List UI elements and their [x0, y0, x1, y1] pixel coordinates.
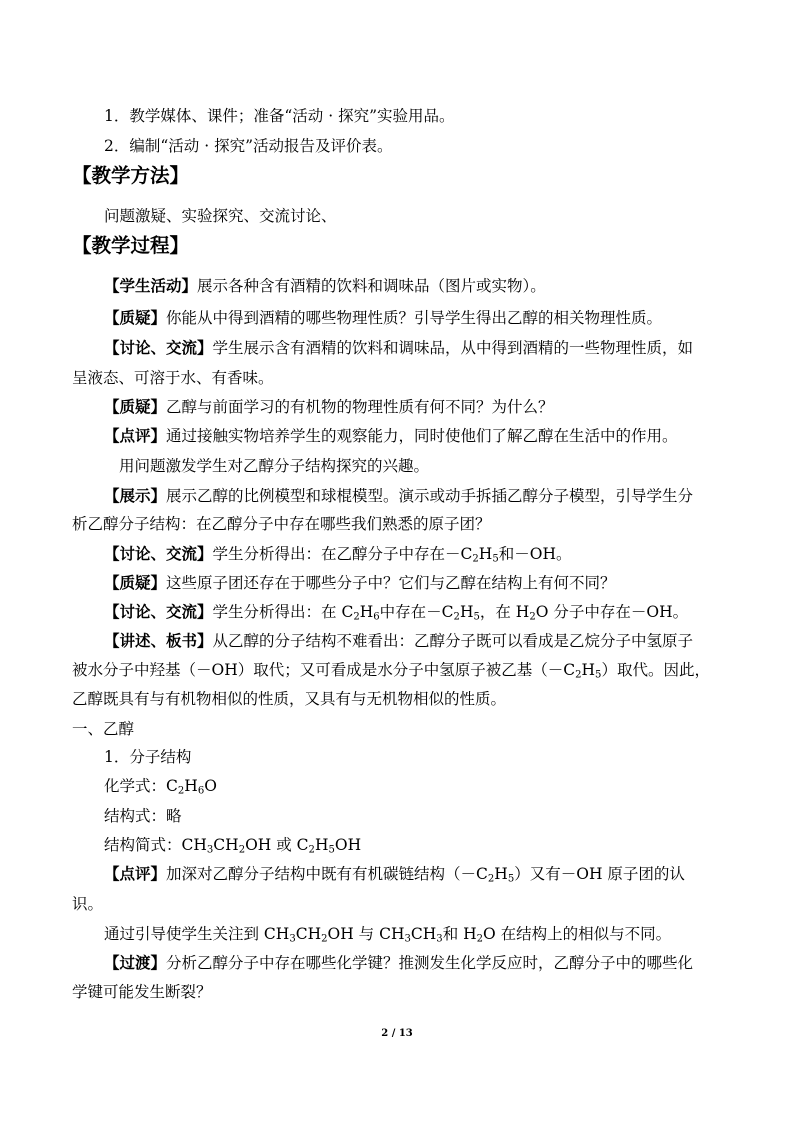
- tag-comment: 【点评】: [104, 865, 167, 883]
- paragraph-question-2: 【质疑】乙醇与前面学习的有机物的物理性质有何不同？为什么？: [104, 398, 554, 416]
- tag-question: 【质疑】: [104, 398, 167, 416]
- tag-question: 【质疑】: [104, 309, 167, 327]
- structural-formula: 结构式：略: [104, 807, 182, 825]
- tag-show: 【展示】: [104, 487, 167, 505]
- paragraph-show-cont: 析乙醇分子结构：在乙醇分子中存在哪些我们熟悉的原子团？: [72, 515, 491, 533]
- method-heading: 【教学方法】: [72, 164, 190, 187]
- paragraph-discuss-3: 【讨论、交流】学生分析得出：在 $C_2H_6$中存在$-C_2H_5$，在 $H_2O$ 分子中存在－OH。: [104, 603, 689, 623]
- paragraph-show: 【展示】展示乙醇的比例模型和球棍模型。演示或动手拆插乙醇分子模型，引导学生分: [104, 487, 694, 505]
- paragraph-lecture: 【讲述、板书】从乙醇的分子结构不难看出：乙醇分子既可以看成是乙烷分子中氢原子: [104, 632, 694, 650]
- paragraph-question-1: 【质疑】你能从中得到酒精的哪些物理性质？引导学生得出乙醇的相关物理性质。: [104, 309, 663, 327]
- tag-discuss: 【讨论、交流】: [104, 545, 213, 563]
- tag-comment: 【点评】: [104, 427, 167, 445]
- tag-student-activity: 【学生活动】: [104, 277, 198, 295]
- paragraph-lecture-cont-2: 乙醇既具有与有机物相似的性质，又具有与无机物相似的性质。: [72, 690, 507, 708]
- paragraph-discuss-2: 【讨论、交流】学生分析得出：在乙醇分子中存在$-C_2H_5$和－OH。: [104, 545, 572, 565]
- paragraph-comment-2: 【点评】加深对乙醇分子结构中既有有机碳链结构$(-C_2H_5)$又有－OH 原子团的认: [104, 865, 685, 885]
- tag-lecture: 【讲述、板书】: [104, 632, 213, 650]
- paragraph-discuss-1: 【讨论、交流】学生展示含有酒精的饮料和调味品，从中得到酒精的一些物理性质，如: [104, 339, 694, 357]
- tag-transition: 【过渡】: [104, 954, 167, 972]
- tag-discuss: 【讨论、交流】: [104, 603, 213, 621]
- tag-question: 【质疑】: [104, 574, 167, 592]
- paragraph-comment-2-cont: 识。: [72, 895, 104, 913]
- paragraph-guidance: 通过引导使学生关注到 $CH_3CH_2OH$ 与 $CH_3CH_3$和 $H_2O$ 在结构上的相似与不同。: [104, 925, 672, 945]
- paragraph-comment-1: 【点评】通过接触实物培养学生的观察能力，同时使他们了解乙醇在生活中的作用。: [104, 427, 678, 445]
- section-title: 一、乙醇: [72, 720, 135, 738]
- method-text: 问题激疑、实验探究、交流讨论、: [104, 207, 337, 225]
- paragraph-comment-1-cont: 用问题激发学生对乙醇分子结构探究的兴趣。: [119, 457, 430, 475]
- paragraph-transition: 【过渡】分析乙醇分子中存在哪些化学键？推测发生化学反应时，乙醇分子中的哪些化: [104, 954, 694, 972]
- tag-discuss: 【讨论、交流】: [104, 339, 213, 357]
- prep-item-2: 2．编制“活动 · 探究”活动报告及评价表。: [104, 137, 393, 155]
- prep-item-1: 1．教学媒体、课件；准备“活动 · 探究”实验用品。: [104, 107, 455, 125]
- paragraph-question-3: 【质疑】这些原子团还存在于哪些分子中？它们与乙醇在结构上有何不同？: [104, 574, 616, 592]
- page-number: 2 / 13: [381, 1028, 413, 1039]
- paragraph-lecture-cont-1: 被水分子中羟基（－OH）取代；又可看成是水分子中氢原子被乙基$(-C_2H_5)$取代。因此，: [72, 661, 710, 681]
- process-heading: 【教学过程】: [72, 234, 190, 257]
- subsection-title: 1．分子结构: [104, 748, 192, 766]
- chemical-formula: 化学式：$C_2H_6O$: [104, 777, 217, 797]
- paragraph-student-activity: 【学生活动】展示各种含有酒精的饮料和调味品（图片或实物）。: [104, 277, 546, 295]
- paragraph-transition-cont: 学键可能发生断裂？: [72, 983, 212, 1001]
- simplified-formula: 结构简式：$CH_3CH_2OH$ 或 $C_2H_5OH$: [104, 836, 362, 856]
- paragraph-discuss-1-cont: 呈液态、可溶于水、有香味。: [72, 369, 274, 387]
